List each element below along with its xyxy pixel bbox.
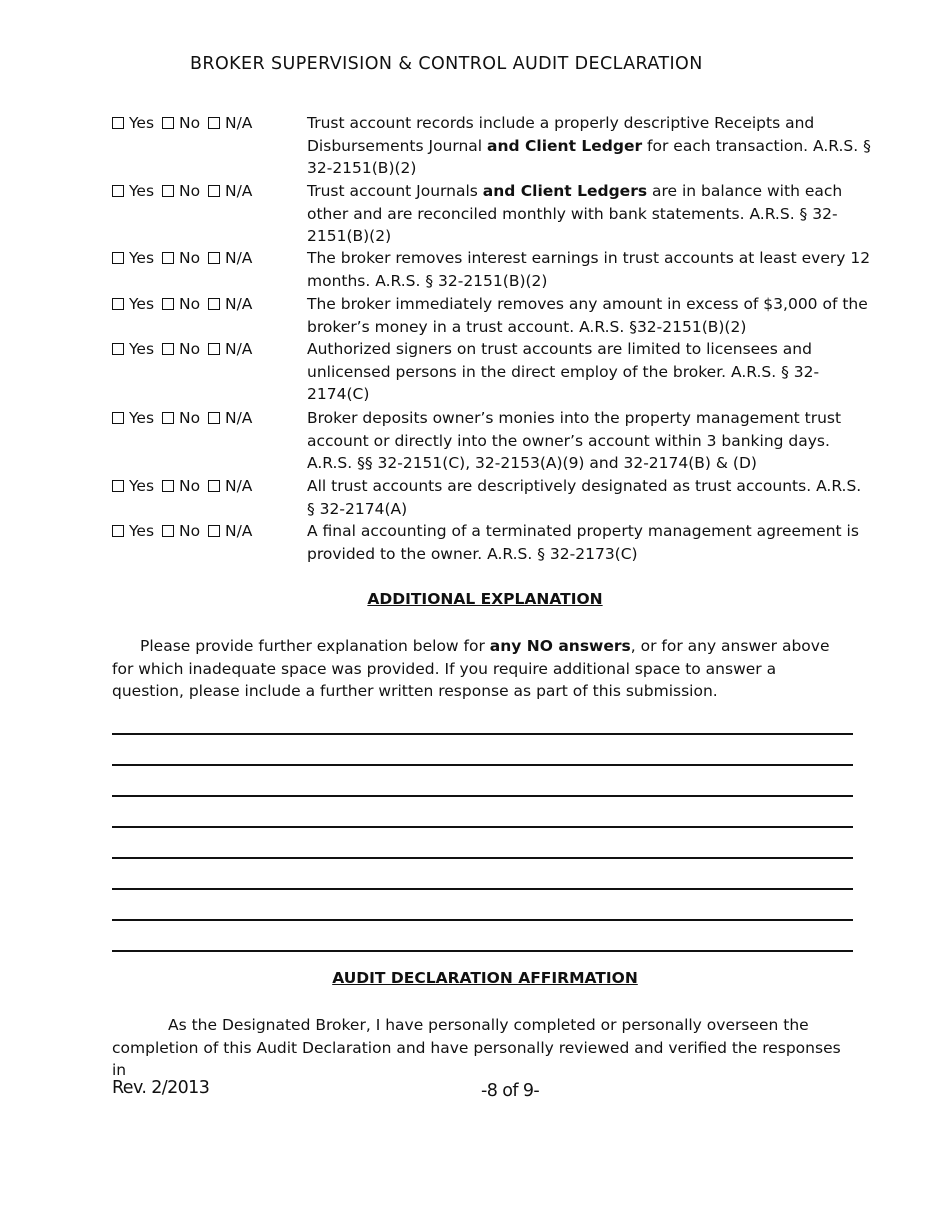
no-option[interactable] [162, 180, 200, 203]
affirmation-heading: AUDIT DECLARATION AFFIRMATION [332, 969, 638, 987]
checklist [112, 112, 872, 566]
na-label: N/A [224, 114, 253, 132]
page-number: -8 of 9- [481, 1081, 540, 1101]
no-checkbox[interactable] [162, 117, 174, 129]
no-label: No [178, 249, 201, 267]
item-statement: The broker removes interest earnings in trust accounts at least every 12 months. A.R.S. § 32-2151(B)(2) [307, 249, 871, 290]
writing-line[interactable] [112, 828, 853, 859]
no-option[interactable] [162, 407, 200, 430]
writing-line[interactable] [112, 735, 853, 766]
writing-line[interactable] [112, 727, 853, 735]
no-checkbox[interactable] [162, 343, 174, 355]
no-checkbox[interactable] [162, 525, 174, 537]
no-label: No [178, 409, 201, 427]
yes-option[interactable] [112, 520, 154, 543]
na-checkbox[interactable] [208, 412, 220, 424]
yes-option[interactable] [112, 407, 154, 430]
checklist-item [112, 180, 872, 247]
answer-options [112, 520, 307, 544]
item-statement: Trust account records include a properly descriptive Receipts and Disbursements Journal and Client Ledger for each transaction. A.R.S. § 32-2151(B)(2) [307, 114, 871, 177]
yes-label: Yes [129, 477, 155, 495]
checklist-item [112, 520, 872, 566]
yes-checkbox[interactable] [112, 117, 124, 129]
na-checkbox[interactable] [208, 343, 220, 355]
item-statement: Broker deposits owner’s monies into the property management trust account or directly into the owner’s account within 3 banking days. A.R.S. §§ 32-2151(C), 32-2153(A)(9) and 32-2174(B) & (D) [307, 409, 842, 472]
item-statement: A final accounting of a terminated property management agreement is provided to the owner. A.R.S. § 32-2173(C) [307, 522, 859, 563]
yes-checkbox[interactable] [112, 252, 124, 264]
writing-line[interactable] [112, 859, 853, 890]
document-title: BROKER SUPERVISION & CONTROL AUDIT DECLARATION [190, 54, 703, 74]
yes-checkbox[interactable] [112, 525, 124, 537]
revision-date: Rev. 2/2013 [112, 1078, 210, 1098]
no-option[interactable] [162, 475, 200, 498]
yes-option[interactable] [112, 475, 154, 498]
yes-checkbox[interactable] [112, 480, 124, 492]
answer-options [112, 475, 307, 499]
item-statement: Trust account Journals and Client Ledgers are in balance with each other and are reconciled monthly with bank statements. A.R.S. § 32-2151(B)(2) [307, 182, 843, 245]
na-option[interactable] [208, 338, 252, 361]
na-checkbox[interactable] [208, 117, 220, 129]
na-checkbox[interactable] [208, 252, 220, 264]
na-checkbox[interactable] [208, 480, 220, 492]
yes-label: Yes [129, 249, 155, 267]
na-checkbox[interactable] [208, 298, 220, 310]
yes-option[interactable] [112, 247, 154, 270]
na-option[interactable] [208, 475, 252, 498]
explanation-writing-area[interactable] [112, 727, 853, 952]
yes-label: Yes [129, 182, 155, 200]
na-label: N/A [224, 340, 253, 358]
yes-label: Yes [129, 295, 155, 313]
yes-checkbox[interactable] [112, 343, 124, 355]
no-label: No [178, 182, 201, 200]
no-option[interactable] [162, 247, 200, 270]
na-label: N/A [224, 182, 253, 200]
no-label: No [178, 114, 201, 132]
answer-options [112, 338, 307, 362]
na-option[interactable] [208, 520, 252, 543]
writing-line[interactable] [112, 921, 853, 952]
na-label: N/A [224, 409, 253, 427]
no-option[interactable] [162, 112, 200, 135]
na-option[interactable] [208, 112, 252, 135]
no-checkbox[interactable] [162, 412, 174, 424]
yes-option[interactable] [112, 338, 154, 361]
yes-checkbox[interactable] [112, 185, 124, 197]
yes-option[interactable] [112, 180, 154, 203]
na-label: N/A [224, 477, 253, 495]
writing-line[interactable] [112, 766, 853, 797]
yes-label: Yes [129, 114, 155, 132]
no-label: No [178, 295, 201, 313]
yes-label: Yes [129, 409, 155, 427]
na-option[interactable] [208, 407, 252, 430]
item-statement: All trust accounts are descriptively designated as trust accounts. A.R.S. § 32-2174(A) [307, 477, 862, 518]
yes-checkbox[interactable] [112, 412, 124, 424]
no-option[interactable] [162, 293, 200, 316]
yes-option[interactable] [112, 293, 154, 316]
additional-explanation-instructions: Please provide further explanation below for any NO answers, or for any answer above for which inadequate space was provided. If you require additional space to answer a question, please include a further written response as part of this submission. [112, 637, 830, 700]
na-option[interactable] [208, 180, 252, 203]
additional-explanation-heading: ADDITIONAL EXPLANATION [367, 590, 603, 608]
checklist-item [112, 247, 872, 293]
checklist-item [112, 293, 872, 338]
na-label: N/A [224, 522, 253, 540]
answer-options [112, 180, 307, 204]
writing-line[interactable] [112, 890, 853, 921]
answer-options [112, 247, 307, 271]
checklist-item [112, 338, 872, 407]
na-label: N/A [224, 295, 253, 313]
no-checkbox[interactable] [162, 185, 174, 197]
answer-options [112, 293, 307, 317]
no-checkbox[interactable] [162, 298, 174, 310]
affirmation-text: As the Designated Broker, I have personally completed or personally overseen the completion of this Audit Declaration and have personally reviewed and verified the responses in [112, 1016, 841, 1079]
no-label: No [178, 522, 201, 540]
na-option[interactable] [208, 247, 252, 270]
checklist-item [112, 407, 872, 475]
item-statement: Authorized signers on trust accounts are limited to licensees and unlicensed persons in the direct employ of the broker. A.R.S. § 32-2174(C) [307, 340, 820, 403]
yes-label: Yes [129, 340, 155, 358]
checklist-item [112, 112, 872, 180]
yes-checkbox[interactable] [112, 298, 124, 310]
no-label: No [178, 477, 201, 495]
no-checkbox[interactable] [162, 252, 174, 264]
answer-options [112, 407, 307, 431]
no-label: No [178, 340, 201, 358]
no-option[interactable] [162, 338, 200, 361]
checklist-item [112, 475, 872, 520]
no-checkbox[interactable] [162, 480, 174, 492]
item-statement: The broker immediately removes any amount in excess of $3,000 of the broker’s money in a trust account. A.R.S. §32-2151(B)(2) [307, 295, 868, 336]
na-checkbox[interactable] [208, 185, 220, 197]
yes-label: Yes [129, 522, 155, 540]
no-option[interactable] [162, 520, 200, 543]
na-checkbox[interactable] [208, 525, 220, 537]
yes-option[interactable] [112, 112, 154, 135]
answer-options [112, 112, 307, 136]
na-option[interactable] [208, 293, 252, 316]
writing-line[interactable] [112, 797, 853, 828]
na-label: N/A [224, 249, 253, 267]
